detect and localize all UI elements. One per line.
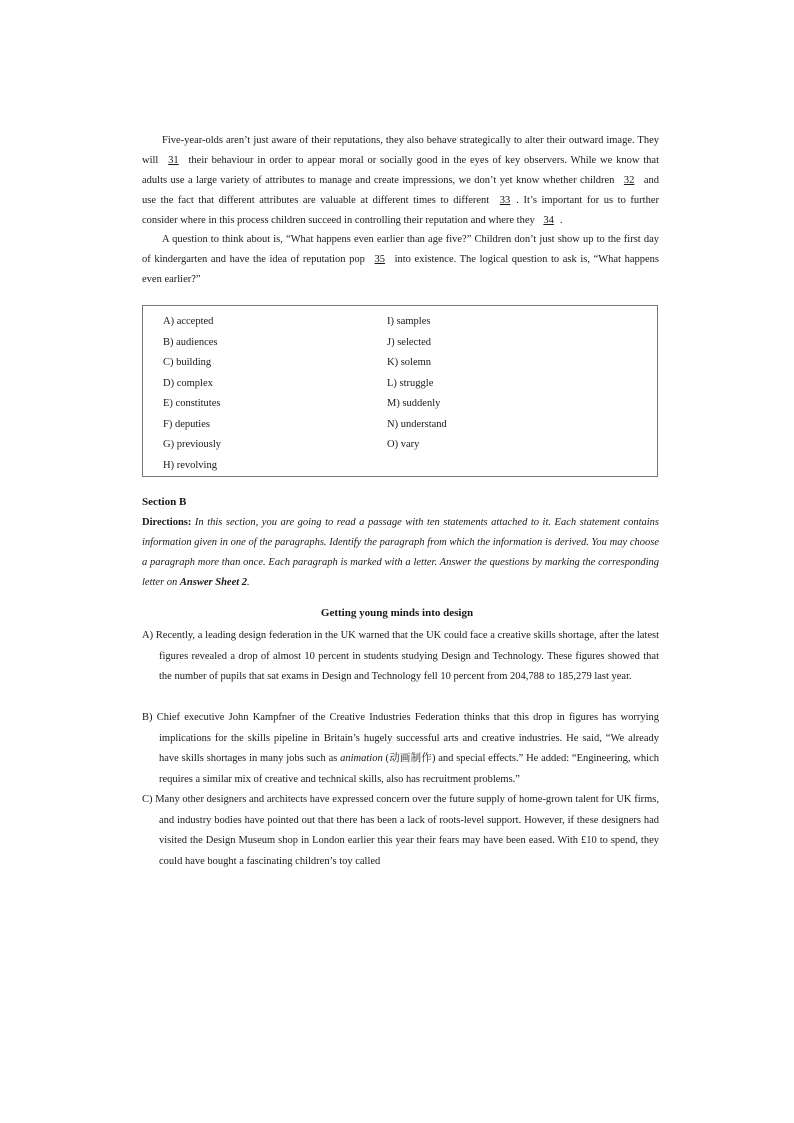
word-option-i: I) samples	[387, 316, 431, 327]
word-option-c: C) building	[163, 357, 212, 368]
text: A question to think about is, “What happens even earlier than age five?” Children don’t just show up to the first day of kindergarten and have the idea of reputation pop	[142, 234, 659, 265]
article-paragraph-c: C) Many other designers and architects have expressed concern over the future supply of home-grown talent for UK firms, and industry bodies have pointed out that there has been a lack of roots-level support. However, if these designers had visited the Design Museum shop in London earlier this year their fears may have been eased. With £10 to spend, they could have bought a fascinating children’s toy called	[142, 794, 659, 867]
text: . It’s important for us to further consider where in this process children succeed in controlling their reputation and where they	[142, 195, 659, 226]
word-option-l: L) struggle	[387, 377, 434, 389]
section-b-title: Section B	[142, 496, 187, 508]
word-bank-left-column	[163, 312, 221, 476]
text: (动画制作) and special effects.” He added: “Engineering, which requires a similar mix of creative and technical skills, also has recruitment problems.”	[159, 753, 659, 785]
answer-sheet-label: Answer Sheet 2	[179, 577, 248, 588]
word-option-a: A) accepted	[163, 316, 214, 327]
word-bank	[142, 305, 658, 477]
word-option-k: K) solemn	[387, 357, 432, 368]
section-b-directions	[142, 513, 659, 593]
italic-term: animation	[340, 753, 383, 764]
text: and use the fact that different attributes are valuable at different times to different	[142, 175, 659, 206]
word-option-o: O) vary	[387, 439, 420, 450]
word-option-h: H) revolving	[163, 459, 217, 471]
blank-35[interactable]: 35	[374, 254, 385, 265]
text: Five-year-olds aren’t just aware of their reputations, they also behave strategically to alter their outward image. They will	[142, 135, 659, 166]
article-paragraph-b	[142, 708, 659, 790]
blank-31[interactable]: 31	[168, 155, 179, 166]
word-option-d: D) complex	[163, 377, 213, 389]
blank-34[interactable]: 34	[543, 215, 554, 226]
word-option-b: B) audiences	[163, 336, 218, 348]
word-option-m: M) suddenly	[387, 398, 441, 409]
directions-label: Directions:	[142, 517, 192, 528]
word-bank-right-column	[387, 312, 447, 456]
directions-text: In this section, you are going to read a passage with ten statements attached to it. Each statement contains information given in one of the paragraphs. Identify the paragraph from which the information is derived. You may choose a paragraph more than once. Each paragraph is marked with a letter. Answer the questions by marking the corresponding letter on	[142, 517, 659, 588]
article-paragraph-a: A) Recently, a leading design federation in the UK warned that the UK could face a creative skills shortage, after the latest figures revealed a drop of almost 10 percent in students studying Design and Technology. These figures showed that the number of pupils that sat exams in Design and Technology fell 10 percent from 204,788 to 185,279 last year.	[142, 630, 659, 682]
article-title: Getting young minds into design	[320, 607, 474, 619]
word-option-f: F) deputies	[163, 418, 210, 430]
passage-paragraph-1	[142, 131, 659, 231]
passage-paragraph-2	[142, 230, 659, 290]
text: B) Chief executive John Kampfner of the Creative Industries Federation thinks that this drop in figures has worrying implications for the skills pipeline in Britain’s hugely successful arts and creative industries. He said, “We already have skills shortages in many jobs such as	[142, 712, 659, 764]
word-option-j: J) selected	[387, 336, 432, 348]
blank-33[interactable]: 33	[499, 195, 511, 206]
word-option-e: E) constitutes	[163, 398, 221, 409]
directions-end: .	[247, 577, 250, 588]
text: into existence. The logical question to ask is, “What happens even earlier?”	[142, 254, 659, 285]
text: their behaviour in order to appear moral or socially good in the eyes of key observers. While we know that adults use a large variety of attributes to manage and create impressions, we don’t yet know whether children	[142, 155, 659, 186]
text: .	[559, 215, 563, 226]
blank-32[interactable]: 32	[623, 175, 635, 186]
word-option-n: N) understand	[387, 418, 447, 430]
word-option-g: G) previously	[163, 439, 222, 450]
